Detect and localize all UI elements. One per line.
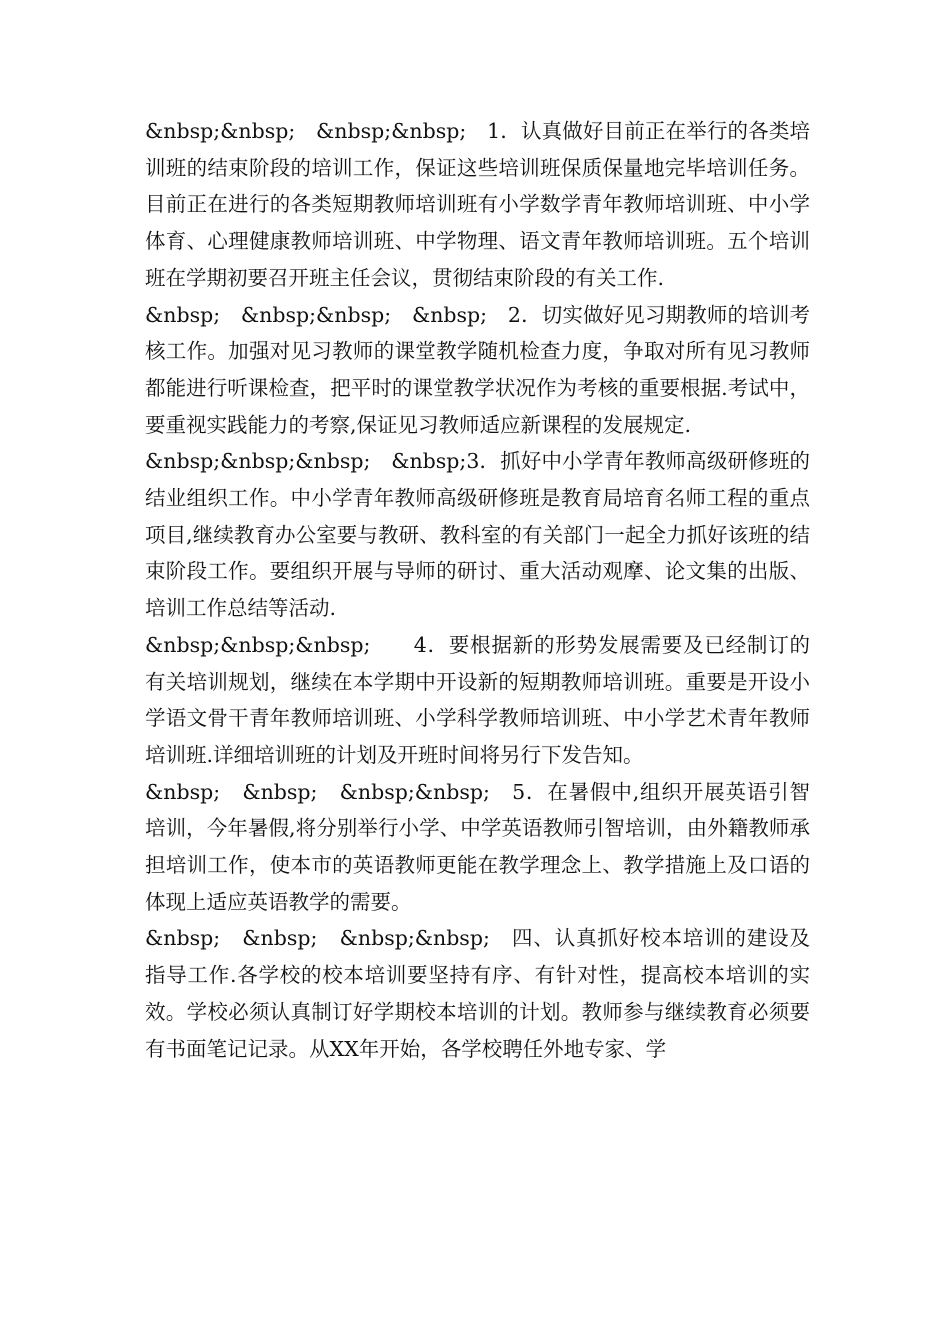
paragraph-5: &nbsp; &nbsp; &nbsp;&nbsp; 5．在暑假中,组织开展英语引智培训，今年暑假,将分别举行小学、中学英语教师引智培训，由外籍教师承担培训工作，使本市的英语教师更能在教学理念上、教学措施上及口语的体现上适应英语教学的需要。 <box>145 779 810 914</box>
paragraph-3: &nbsp;&nbsp;&nbsp; &nbsp;3．抓好中小学青年教师高级研修班的结业组织工作。中小学青年教师高级研修班是教育局培育名师工程的重点项目,继续教育办公室要与教研、教科室的有关部门一起全力抓好该班的结束阶段工作。要组织开展与导师的研讨、重大活动观摩、论文集的出版、培训工作总结等活动. <box>145 449 810 621</box>
paragraph-4: &nbsp;&nbsp;&nbsp; 4．要根据新的形势发展需要及已经制订的有关培训规划，继续在本学期中开设新的短期教师培训班。重要是开设小学语文骨干青年教师培训班、小学科学教师培训班、中小学艺术青年教师培训班.详细培训班的计划及开班时间将另行下发告知。 <box>145 632 810 767</box>
paragraph-1: &nbsp;&nbsp; &nbsp;&nbsp; 1．认真做好目前正在举行的各类培训班的结束阶段的培训工作，保证这些培训班保质保量地完毕培训任务。目前正在进行的各类短期教师培训班有小学数学青年教师培训班、中小学体育、心理健康教师培训班、中学物理、语文青年教师培训班。五个培训班在学期初要召开班主任会议，贯彻结束阶段的有关工作. <box>145 119 810 290</box>
paragraph-2: &nbsp; &nbsp;&nbsp; &nbsp; 2．切实做好见习期教师的培训考核工作。加强对见习教师的课堂教学随机检查力度，争取对所有见习教师都能进行听课检查，把平时的课堂教学状况作为考核的重要根据.考试中，要重视实践能力的考察,保证见习教师适应新课程的发展规定. <box>145 302 810 437</box>
document-body <box>145 113 810 1067</box>
paragraph-6: &nbsp; &nbsp; &nbsp;&nbsp; 四、认真抓好校本培训的建设及指导工作.各学校的校本培训要坚持有序、有针对性，提高校本培训的实效。学校必须认真制订好学期校本培训的计划。教师参与继续教育必须要有书面笔记记录。从XX年开始，各学校聘任外地专家、学 <box>145 926 810 1061</box>
